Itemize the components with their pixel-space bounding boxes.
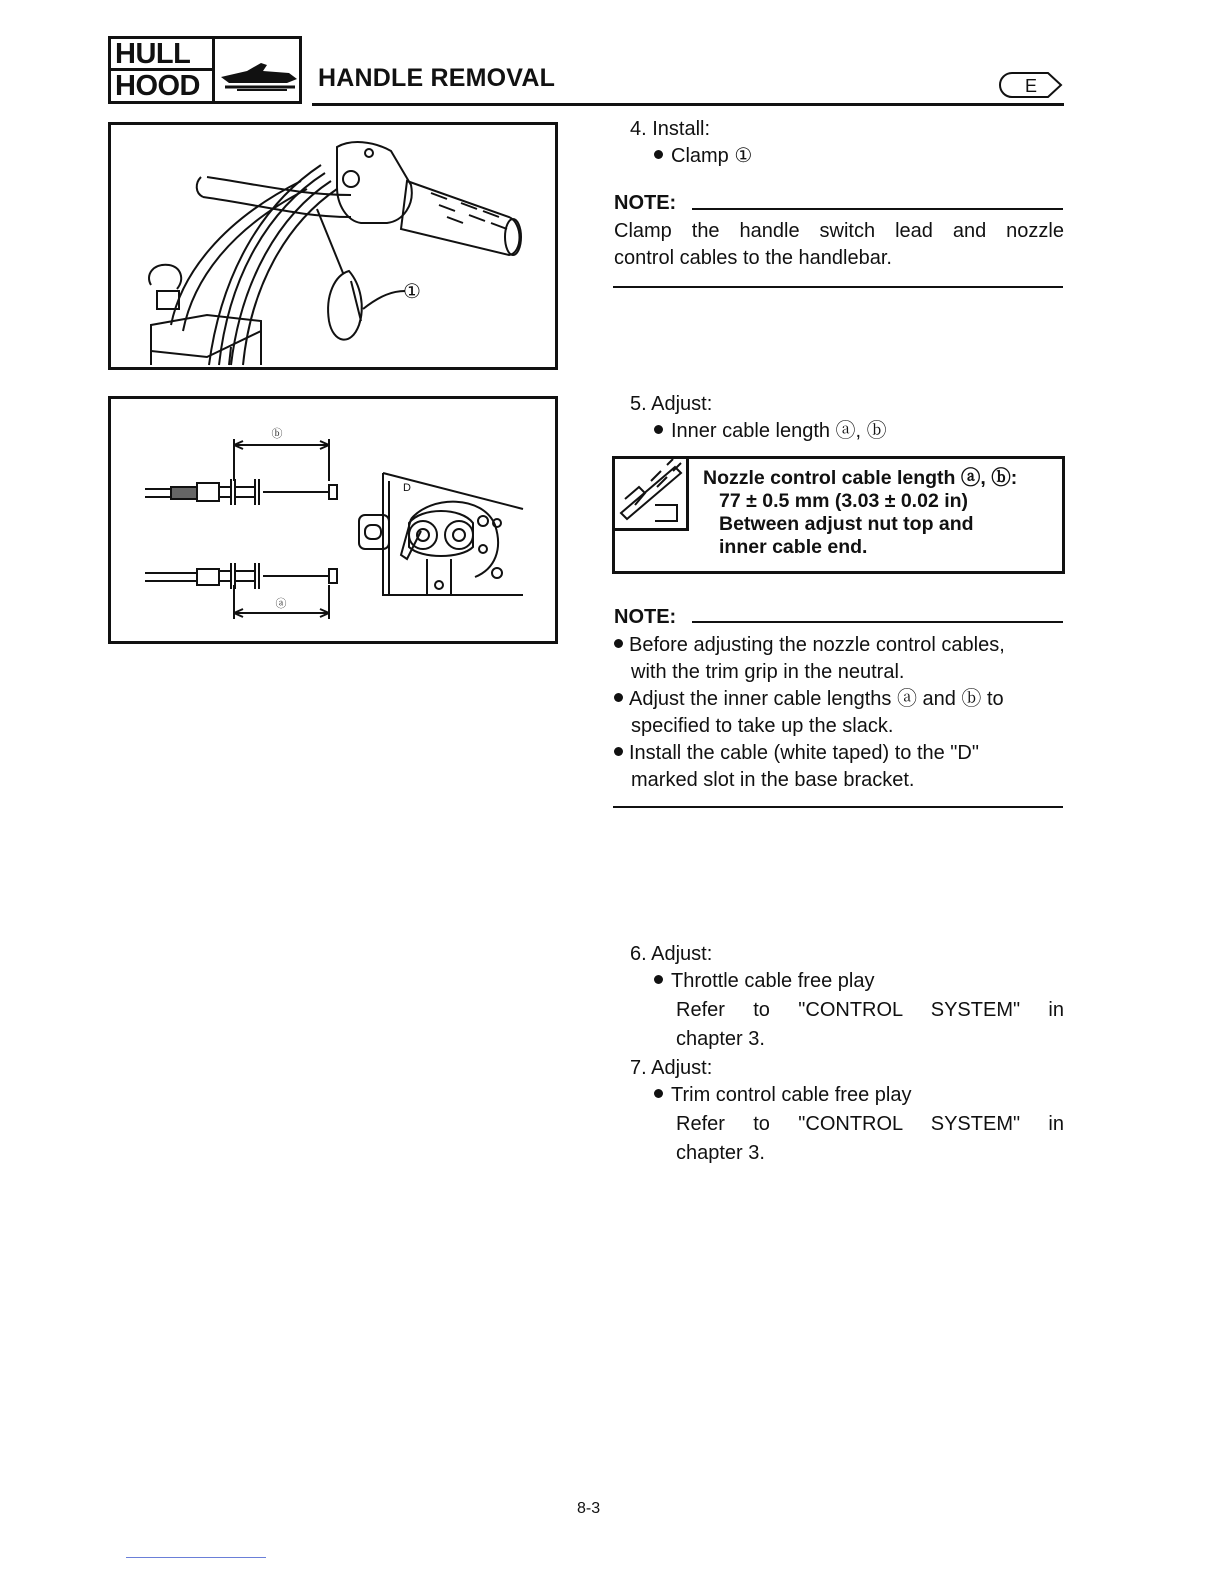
cable-length-diagram (111, 399, 555, 641)
step4-action: Install: (652, 118, 711, 140)
step5-note-1-line1: Before adjusting the nozzle control cables, (629, 634, 1005, 656)
handlebar-illustration (111, 125, 555, 367)
language-badge (998, 70, 1064, 100)
bullet-icon (614, 747, 623, 756)
spec-value: 77 ± 0.5 mm (3.03 ± 0.02 in) (719, 490, 969, 512)
spec-title: Nozzle control cable length ⓐ, ⓑ: (703, 467, 1018, 489)
step4-number: 4. (630, 118, 647, 140)
step5-note-end-rule (613, 806, 1063, 808)
step6-heading (630, 941, 712, 968)
section-label-line1: HULL (111, 39, 212, 71)
dimension-b-label: ⓑ (271, 427, 283, 440)
page-number: 8-3 (577, 1500, 601, 1517)
step5-item (654, 418, 887, 445)
step6-item (654, 968, 874, 995)
step7-heading (630, 1055, 712, 1082)
language-code: E (1024, 76, 1038, 96)
step7-item-text: Trim control cable free play (671, 1084, 912, 1106)
specification-box (612, 456, 1065, 574)
step5-action: Adjust: (651, 393, 713, 415)
step6-ref-line1: Refer to "CONTROL SYSTEM" in (676, 999, 1064, 1021)
step5-note-1 (614, 632, 1005, 659)
clamp-callout: ① (403, 279, 421, 303)
bullet-icon (654, 425, 663, 434)
bullet-icon (614, 639, 623, 648)
header-divider (312, 103, 1064, 106)
step6-action: Adjust: (651, 943, 713, 965)
step5-note-1-line2: with the trim grip in the neutral. (631, 661, 905, 683)
step7-action: Adjust: (651, 1057, 713, 1079)
step4-note-line2: control cables to the handlebar. (614, 247, 892, 269)
spec-condition-line2: inner cable end. (719, 536, 868, 558)
figure-handlebar-clamp (108, 122, 558, 370)
step5-note-2-line2: specified to take up the slack. (631, 715, 894, 737)
step7-ref-line1: Refer to "CONTROL SYSTEM" in (676, 1113, 1064, 1135)
section-badge (108, 36, 302, 104)
footer-link-underline (126, 1557, 266, 1558)
dimension-a-label: ⓐ (275, 597, 287, 610)
page-title: HANDLE REMOVAL (318, 64, 556, 92)
step4-heading (630, 116, 710, 143)
step7-item (654, 1082, 911, 1109)
step7-ref-line2: chapter 3. (676, 1142, 765, 1164)
step7-number: 7. (630, 1057, 647, 1079)
step5-note-2 (614, 686, 1004, 713)
step4-note-line (692, 208, 1063, 210)
step6-ref-line2: chapter 3. (676, 1028, 765, 1050)
step4-note-label: NOTE: (614, 192, 677, 214)
step5-heading (630, 391, 712, 418)
step4-note-end-rule (613, 286, 1063, 288)
spec-icon-box (615, 459, 689, 531)
bullet-icon (654, 150, 663, 159)
step5-note-3-line1: Install the cable (white taped) to the "D" (629, 742, 979, 764)
step4-note-line1: Clamp the handle switch lead and nozzle (614, 220, 1064, 242)
step5-note-line (692, 621, 1063, 623)
step5-note-label: NOTE: (614, 606, 677, 628)
step5-number: 5. (630, 393, 647, 415)
bullet-icon (654, 1089, 663, 1098)
step4-item (654, 143, 752, 170)
section-label-line2: HOOD (115, 70, 200, 102)
step4-item-text: Clamp ① (671, 145, 753, 167)
section-label (111, 39, 215, 101)
caliper-icon (615, 459, 685, 527)
step5-note-3-line2: marked slot in the base bracket. (631, 769, 915, 791)
step6-number: 6. (630, 943, 647, 965)
watercraft-icon (217, 43, 299, 99)
bullet-icon (654, 975, 663, 984)
step5-note-2-line1: Adjust the inner cable lengths ⓐ and ⓑ to (629, 688, 1004, 710)
step5-item-text: Inner cable length ⓐ, ⓑ (671, 420, 887, 442)
figure-cable-length (108, 396, 558, 644)
bullet-icon (614, 693, 623, 702)
spec-condition-line1: Between adjust nut top and (719, 513, 974, 535)
slot-d-label: D (403, 482, 411, 494)
step6-item-text: Throttle cable free play (671, 970, 875, 992)
step5-note-3 (614, 740, 979, 767)
